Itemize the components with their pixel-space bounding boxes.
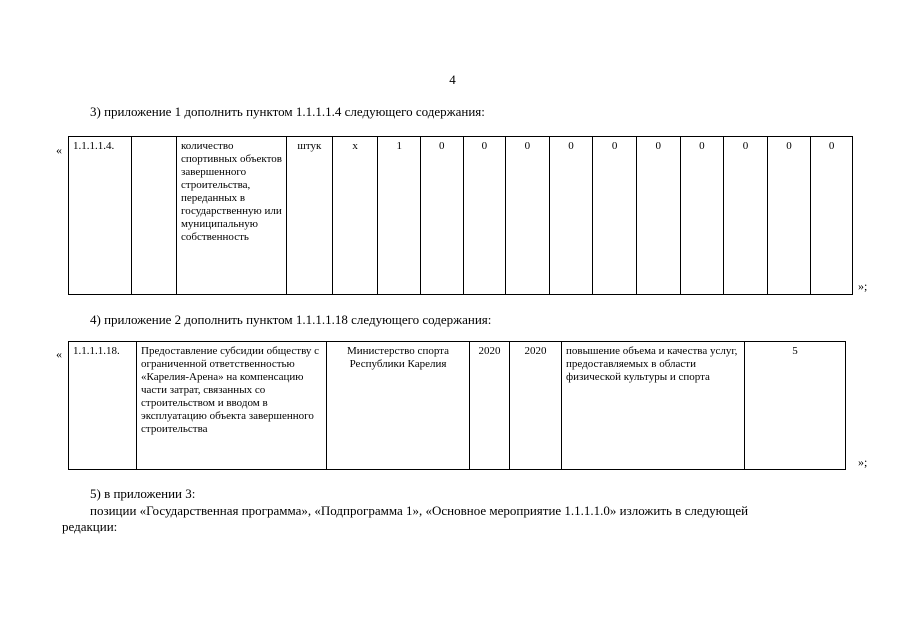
table-2 [68, 341, 846, 470]
table-1-value-7: 0 [593, 137, 637, 295]
item-5-paragraph [62, 503, 852, 535]
table-1-value-12: 0 [811, 137, 853, 295]
table-1-open-quote: « [56, 143, 62, 157]
item-3-text: 3) приложение 1 дополнить пунктом 1.1.1.1.4 следующего содержания: [90, 104, 485, 119]
table-2-year-start: 2020 [470, 342, 510, 470]
table-1-value-11: 0 [767, 137, 811, 295]
item-5-line-2: позиции «Государственная программа», «Подпрограмма 1», «Основное мероприятие 1.1.1.1.0» изложить в следующей [90, 503, 749, 518]
table-1 [68, 136, 853, 295]
item-5-line-3: редакции: [62, 519, 118, 534]
table-2-description: Предоставление субсидии обществу с ограниченной ответственностью «Карелия-Арена» на компенсацию части затрат, связанных со строительством и вводом в эксплуатацию объекта завершенного строительства [137, 342, 327, 470]
table-1-name: количество спортивных объектов завершенного строительства, переданных в государственную или муниципальную собственность [176, 137, 286, 295]
table-1-value-8: 0 [636, 137, 680, 295]
page-number: 4 [449, 72, 456, 87]
table-1-value-6: 0 [549, 137, 593, 295]
table-2-year-end: 2020 [510, 342, 562, 470]
table-1-value-2: 1 [378, 137, 421, 295]
table-1-empty-cell [132, 137, 177, 295]
table-row [69, 137, 853, 295]
table-1-close-quote: »; [858, 279, 868, 293]
table-2-executor: Министерство спорта Республики Карелия [327, 342, 470, 470]
table-2-indicator: 5 [745, 342, 846, 470]
table-2-close-quote: »; [858, 455, 868, 469]
table-1-value-1: х [332, 137, 378, 295]
item-5-heading: 5) в приложении 3: [90, 486, 196, 501]
table-1-value-9: 0 [680, 137, 724, 295]
table-2-code: 1.1.1.1.18. [69, 342, 137, 470]
table-row [69, 342, 846, 470]
table-2-result: повышение объема и качества услуг, предоставляемых в области физической культуры и спорта [562, 342, 745, 470]
table-1-value-3: 0 [420, 137, 463, 295]
table-1-unit: штук [287, 137, 333, 295]
table-2-open-quote: « [56, 347, 62, 361]
item-4-text: 4) приложение 2 дополнить пунктом 1.1.1.1.18 следующего содержания: [90, 312, 492, 327]
table-1-value-5: 0 [506, 137, 550, 295]
table-1-code: 1.1.1.1.4. [69, 137, 132, 295]
table-1-value-4: 0 [463, 137, 506, 295]
table-1-value-10: 0 [724, 137, 768, 295]
